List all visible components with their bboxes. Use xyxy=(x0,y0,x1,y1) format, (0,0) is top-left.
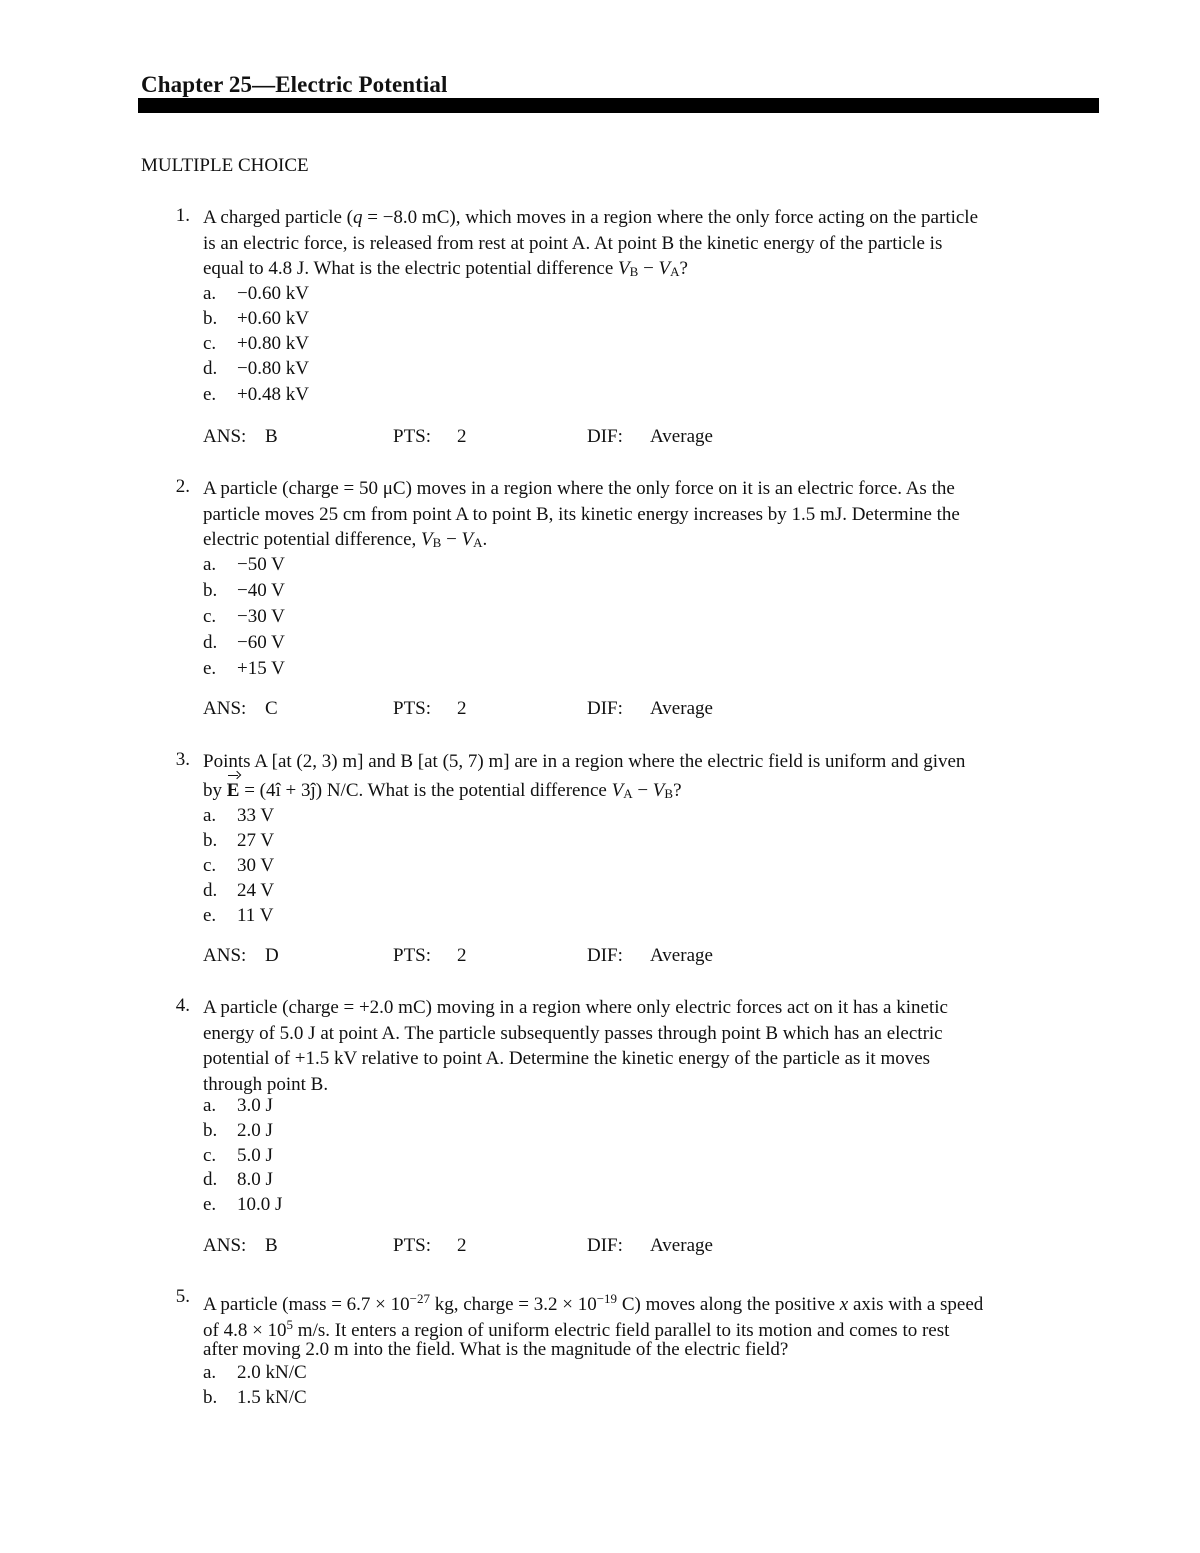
answer-key-row xyxy=(203,945,903,969)
option-text: −60 V xyxy=(237,632,285,653)
answer-option xyxy=(203,1095,273,1117)
answer-option xyxy=(203,606,285,628)
option-letter: d. xyxy=(203,632,218,653)
option-letter: d. xyxy=(203,880,218,901)
dif-label: DIF: xyxy=(587,698,623,719)
ans-label: ANS: xyxy=(203,426,247,447)
question-number: 3. xyxy=(175,749,190,770)
option-letter: a. xyxy=(203,554,217,575)
option-letter: b. xyxy=(203,1120,218,1141)
option-text: +15 V xyxy=(237,658,285,679)
answer-option xyxy=(203,1387,307,1409)
option-text: +0.60 kV xyxy=(237,308,309,329)
question-line: A charged particle (q = −8.0 mC), which moves in a region where the only force acting on the particle xyxy=(203,207,979,228)
ans-value: B xyxy=(265,1235,278,1256)
option-text: 2.0 kN/C xyxy=(237,1362,307,1383)
option-letter: c. xyxy=(203,606,217,627)
chapter-title: Chapter 25—Electric Potential xyxy=(141,72,448,97)
question-text xyxy=(203,995,1093,1097)
dif-label: DIF: xyxy=(587,426,623,447)
option-letter: a. xyxy=(203,1095,217,1116)
question-text xyxy=(203,749,1093,803)
option-text: −0.80 kV xyxy=(237,358,309,379)
option-text: −30 V xyxy=(237,606,285,627)
answer-option xyxy=(203,632,285,654)
option-letter: d. xyxy=(203,1169,218,1190)
dif-value: Average xyxy=(650,1235,713,1256)
dif-label: DIF: xyxy=(587,1235,623,1256)
question-line: A particle (charge = 50 μC) moves in a region where the only force on it is an electric force. As the xyxy=(203,478,955,499)
option-text: −50 V xyxy=(237,554,285,575)
pts-value: 2 xyxy=(457,698,467,719)
option-letter: c. xyxy=(203,1145,217,1166)
section-heading: MULTIPLE CHOICE xyxy=(141,155,309,176)
question-line: equal to 4.8 J. What is the electric potential difference $V_B - V_A$? xyxy=(203,258,688,279)
question-line: energy of 5.0 J at point A. The particle subsequently passes through point B which has an electric xyxy=(203,1022,943,1044)
question-line: electric potential difference, $V_B - V_A$. xyxy=(203,529,488,550)
answer-option xyxy=(203,1145,273,1167)
option-letter: b. xyxy=(203,308,218,329)
answer-option xyxy=(203,358,309,380)
pts-value: 2 xyxy=(457,1235,467,1256)
option-letter: c. xyxy=(203,855,217,876)
option-letter: b. xyxy=(203,1387,218,1408)
question-line: is an electric force, is released from rest at point A. At point B the kinetic energy of the particle is xyxy=(203,232,943,254)
question-line: after moving 2.0 m into the field. What is the magnitude of the electric field? xyxy=(203,1339,789,1360)
answer-option xyxy=(203,554,285,576)
answer-option xyxy=(203,384,309,406)
ans-value: B xyxy=(265,426,278,447)
answer-option xyxy=(203,1194,282,1216)
option-letter: a. xyxy=(203,283,217,304)
option-text: 2.0 J xyxy=(237,1120,273,1141)
title-rule xyxy=(138,98,1099,113)
question-line: by E = (4î + 3ĵ) N/C. What is the potential difference $V_A - V_B$? xyxy=(203,778,1093,804)
option-text: 8.0 J xyxy=(237,1169,273,1190)
option-letter: a. xyxy=(203,805,217,826)
answer-option xyxy=(203,580,285,602)
question-line: of $4.8 \times 10^5$ m/s. It enters a region of uniform electric field parallel to its motion and comes to rest xyxy=(203,1316,950,1341)
question-text xyxy=(203,476,1093,553)
option-text: 30 V xyxy=(237,855,275,876)
answer-key-row xyxy=(203,426,903,450)
question-line: A particle (mass = $6.7 \times 10^{-27}$ kg, charge = $3.2 \times 10^{-19}$ C) moves along the positive x axis with a speed xyxy=(203,1291,984,1315)
answer-option xyxy=(203,1362,307,1384)
option-letter: e. xyxy=(203,905,217,926)
ans-label: ANS: xyxy=(203,1235,247,1256)
pts-value: 2 xyxy=(457,945,467,966)
question-line: potential of +1.5 kV relative to point A. Determine the kinetic energy of the particle as it moves xyxy=(203,1048,931,1069)
option-text: 11 V xyxy=(237,905,274,926)
option-letter: b. xyxy=(203,830,218,851)
question-line: A particle (charge = +2.0 mC) moving in a region where only electric forces act on it has a kinetic xyxy=(203,997,948,1018)
answer-option xyxy=(203,855,274,877)
dif-value: Average xyxy=(650,698,713,719)
answer-option xyxy=(203,1120,273,1142)
option-text: 33 V xyxy=(237,805,275,826)
ans-label: ANS: xyxy=(203,698,247,719)
option-text: 24 V xyxy=(237,880,275,901)
dif-value: Average xyxy=(650,426,713,447)
option-letter: e. xyxy=(203,1194,217,1215)
option-text: 27 V xyxy=(237,830,275,851)
answer-option xyxy=(203,283,309,305)
answer-option xyxy=(203,805,274,827)
ans-value: C xyxy=(265,698,278,719)
option-letter: e. xyxy=(203,658,217,679)
ans-label: ANS: xyxy=(203,945,247,966)
answer-key-row xyxy=(203,698,903,722)
option-letter: a. xyxy=(203,1362,217,1383)
option-letter: b. xyxy=(203,580,218,601)
answer-option xyxy=(203,1169,273,1191)
question-line: through point B. xyxy=(203,1073,329,1095)
question-line: particle moves 25 cm from point A to point B, its kinetic energy increases by 1.5 mJ. Determine the xyxy=(203,503,960,525)
option-text: 10.0 J xyxy=(237,1194,283,1215)
question-number: 5. xyxy=(175,1286,190,1307)
option-text: 1.5 kN/C xyxy=(237,1387,307,1408)
pts-label: PTS: xyxy=(393,945,432,966)
dif-value: Average xyxy=(650,945,713,966)
option-letter: d. xyxy=(203,358,218,379)
option-letter: c. xyxy=(203,333,217,354)
question-number: 1. xyxy=(175,205,190,226)
option-text: +0.80 kV xyxy=(237,333,309,354)
dif-label: DIF: xyxy=(587,945,623,966)
answer-option xyxy=(203,830,274,852)
option-text: +0.48 kV xyxy=(237,384,309,405)
answer-option xyxy=(203,905,273,927)
option-text: −40 V xyxy=(237,580,285,601)
pts-value: 2 xyxy=(457,426,467,447)
question-text xyxy=(203,205,1093,282)
option-text: 5.0 J xyxy=(237,1145,273,1166)
pts-label: PTS: xyxy=(393,426,432,447)
answer-option xyxy=(203,333,309,355)
question-number: 2. xyxy=(175,476,190,497)
question-number: 4. xyxy=(175,995,190,1016)
answer-option xyxy=(203,658,285,680)
question-text xyxy=(203,1286,1093,1363)
pts-label: PTS: xyxy=(393,698,432,719)
pts-label: PTS: xyxy=(393,1235,432,1256)
ans-value: D xyxy=(265,945,279,966)
answer-key-row xyxy=(203,1235,903,1259)
question-line: Points A [at (2, 3) m] and B [at (5, 7) m] are in a region where the electric field is uniform and given xyxy=(203,751,966,772)
answer-option xyxy=(203,308,309,330)
option-text: 3.0 J xyxy=(237,1095,273,1116)
option-letter: e. xyxy=(203,384,217,405)
option-text: −0.60 kV xyxy=(237,283,309,304)
answer-option xyxy=(203,880,274,902)
